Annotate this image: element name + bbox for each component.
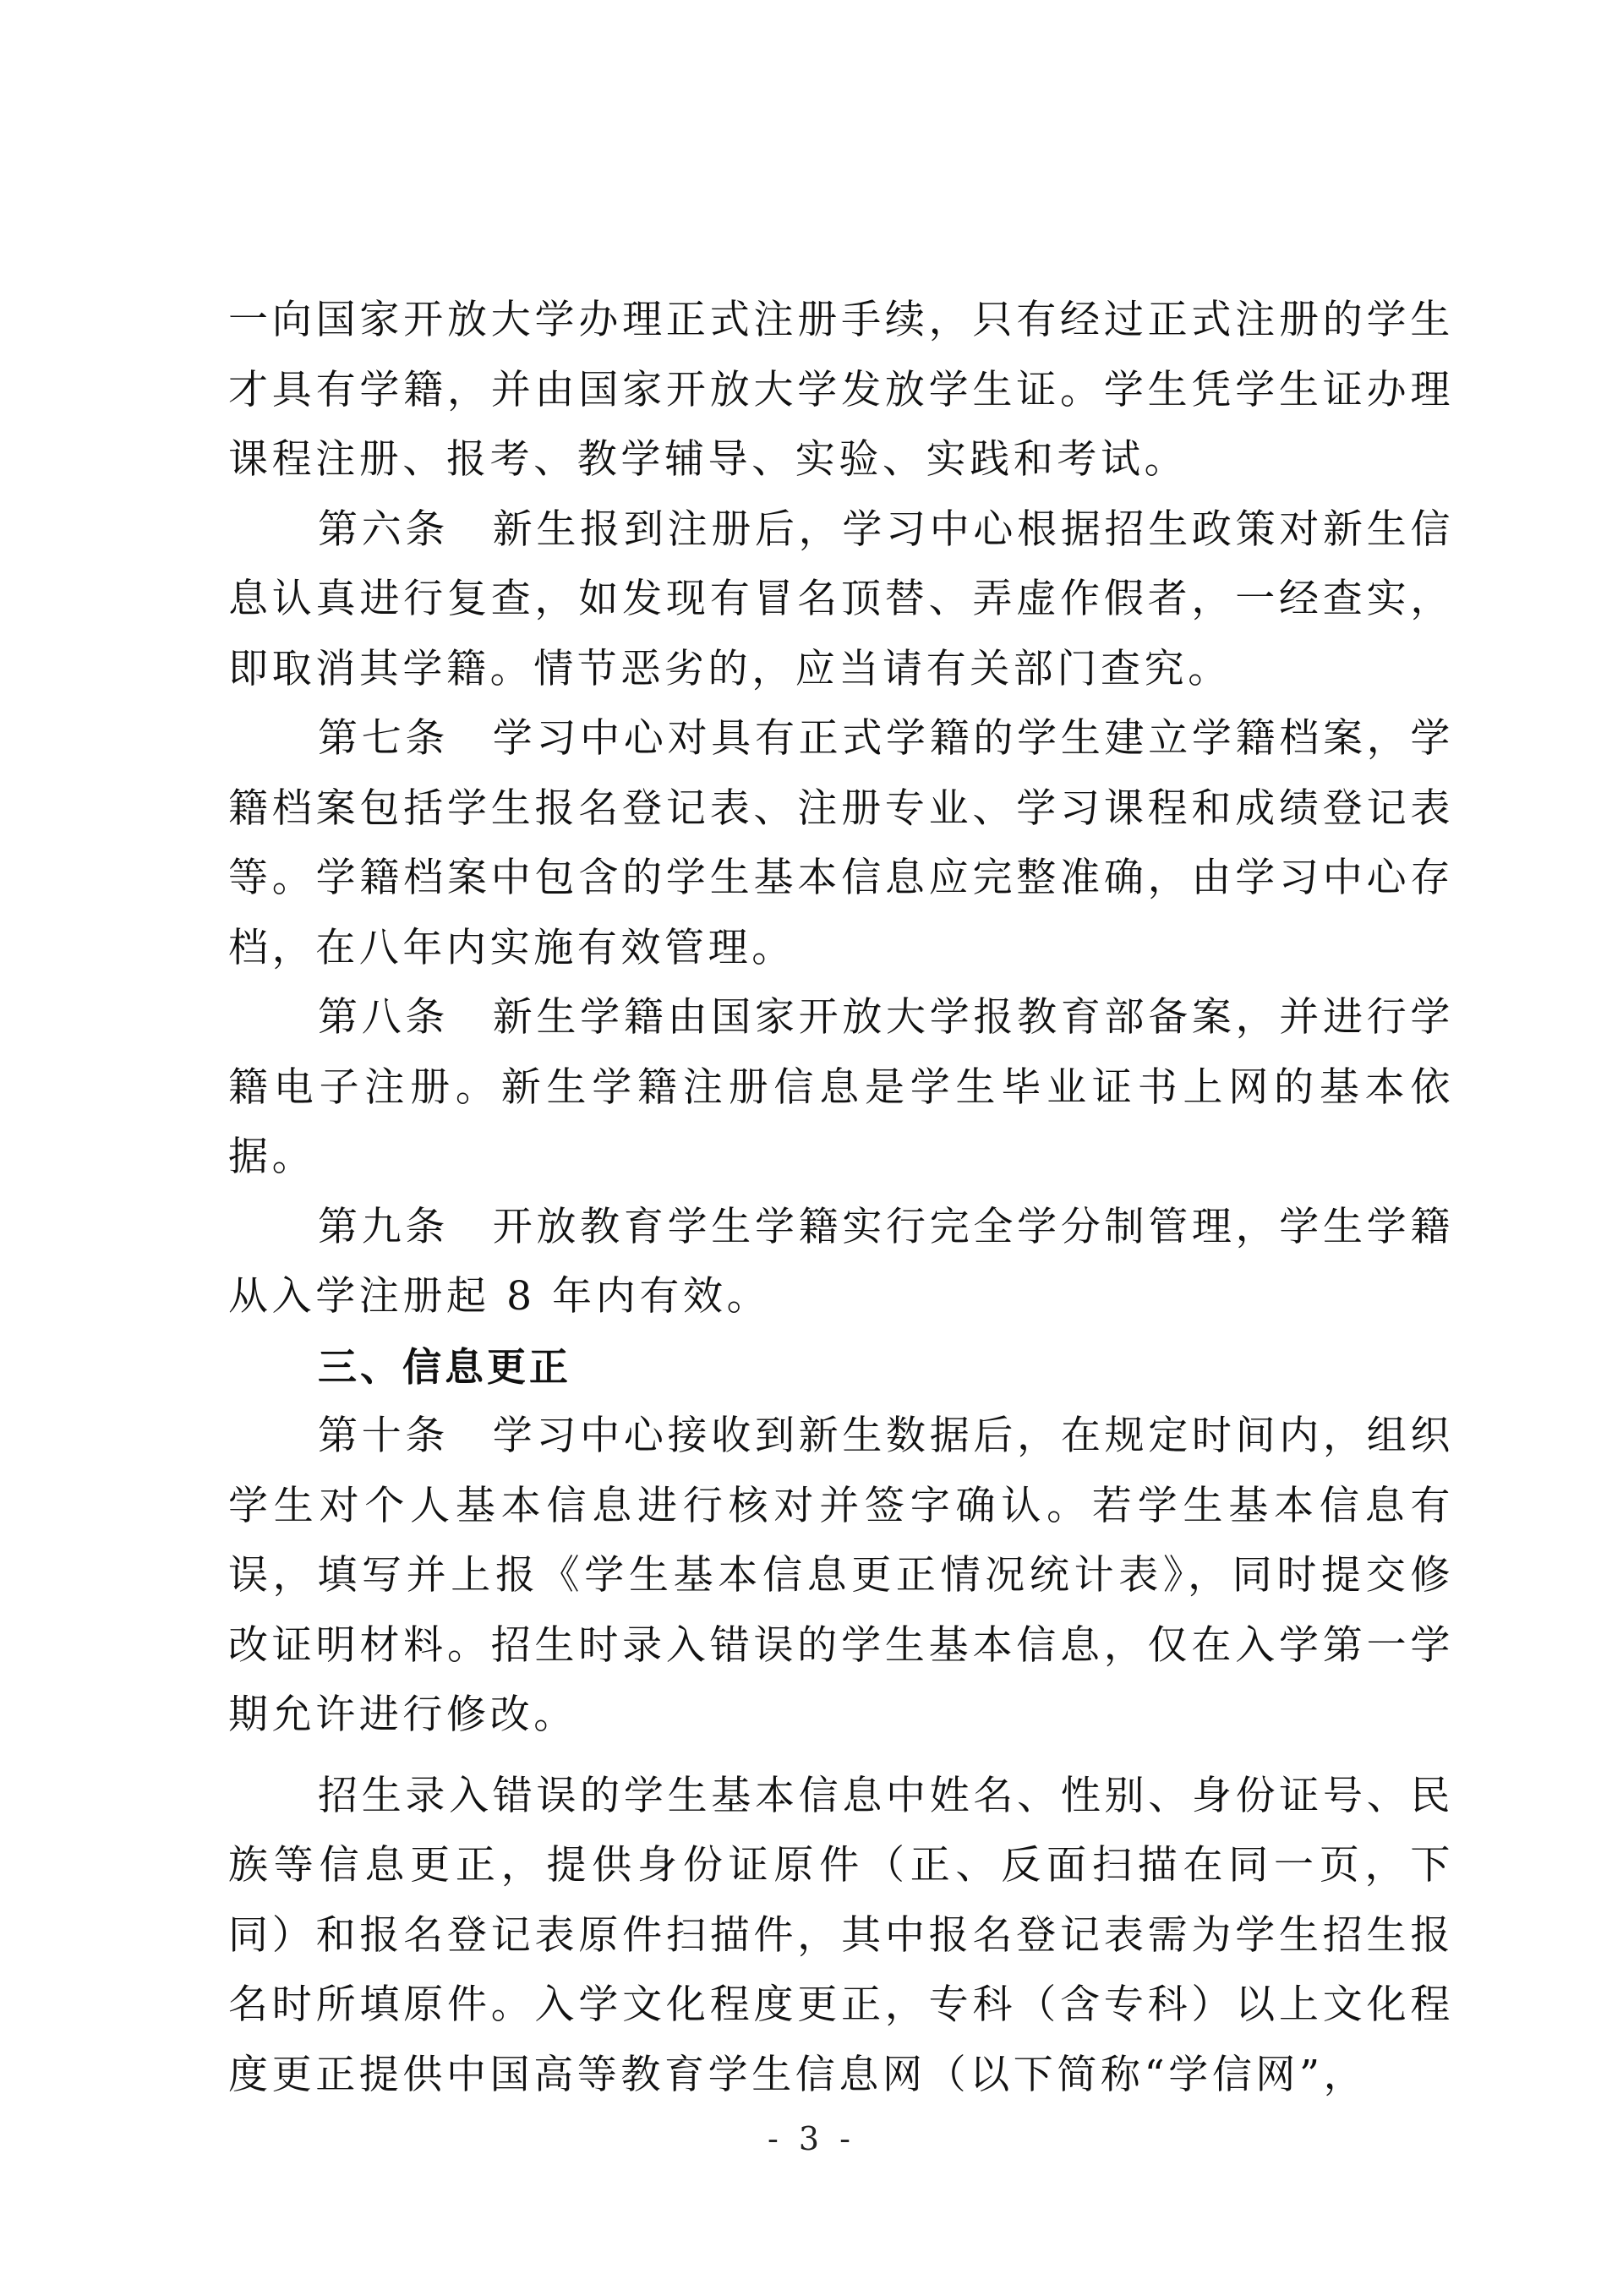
paragraph-correction-details: 招生录入错误的学生基本信息中姓名、性别、身份证号、民族等信息更正，提供身份证原件（正、反面扫描在同一页，下同）和报名登记表原件扫描件，其中报名登记表需为学生招生报名时所填原件。入学文化程度更正，专科（含专科）以上文化程度更正提供中国高等教育学生信息网（以下简称“学信网”， bbox=[228, 1772, 1454, 2098]
document-body bbox=[228, 286, 1454, 2110]
paragraph-gap bbox=[228, 1751, 1454, 1762]
paragraph-article-10: 第十条 学习中心接收到新生数据后，在规定时间内，组织学生对个人基本信息进行核对并签字确认。若学生基本信息有误，填写并上报《学生基本信息更正情况统计表》，同时提交修改证明材料。招生时录入错误的学生基本信息，仅在入学第一学期允许进行修改。 bbox=[228, 1413, 1454, 1738]
paragraph-article-9: 第九条 开放教育学生学籍实行完全学分制管理，学生学籍从入学注册起 8 年内有效。 bbox=[228, 1203, 1454, 1320]
paragraph-continuation: 一向国家开放大学办理正式注册手续，只有经过正式注册的学生才具有学籍，并由国家开放大学发放学生证。学生凭学生证办理课程注册、报考、教学辅导、实验、实践和考试。 bbox=[228, 297, 1454, 483]
paragraph-article-7: 第七条 学习中心对具有正式学籍的学生建立学籍档案，学籍档案包括学生报名登记表、注册专业、学习课程和成绩登记表等。学籍档案中包含的学生基本信息应完整准确，由学习中心存档，在八年内实施有效管理。 bbox=[228, 715, 1454, 971]
paragraph-article-8: 第八条 新生学籍由国家开放大学报教育部备案，并进行学籍电子注册。新生学籍注册信息是学生毕业证书上网的基本依据。 bbox=[228, 994, 1454, 1180]
paragraph-article-6: 第六条 新生报到注册后，学习中心根据招生政策对新生信息认真进行复查，如发现有冒名顶替、弄虚作假者，一经查实，即取消其学籍。情节恶劣的，应当请有关部门查究。 bbox=[228, 506, 1454, 692]
section-heading-info-correction: 三、信息更正 bbox=[318, 1343, 571, 1390]
page-number: - 3 - bbox=[767, 2120, 855, 2157]
